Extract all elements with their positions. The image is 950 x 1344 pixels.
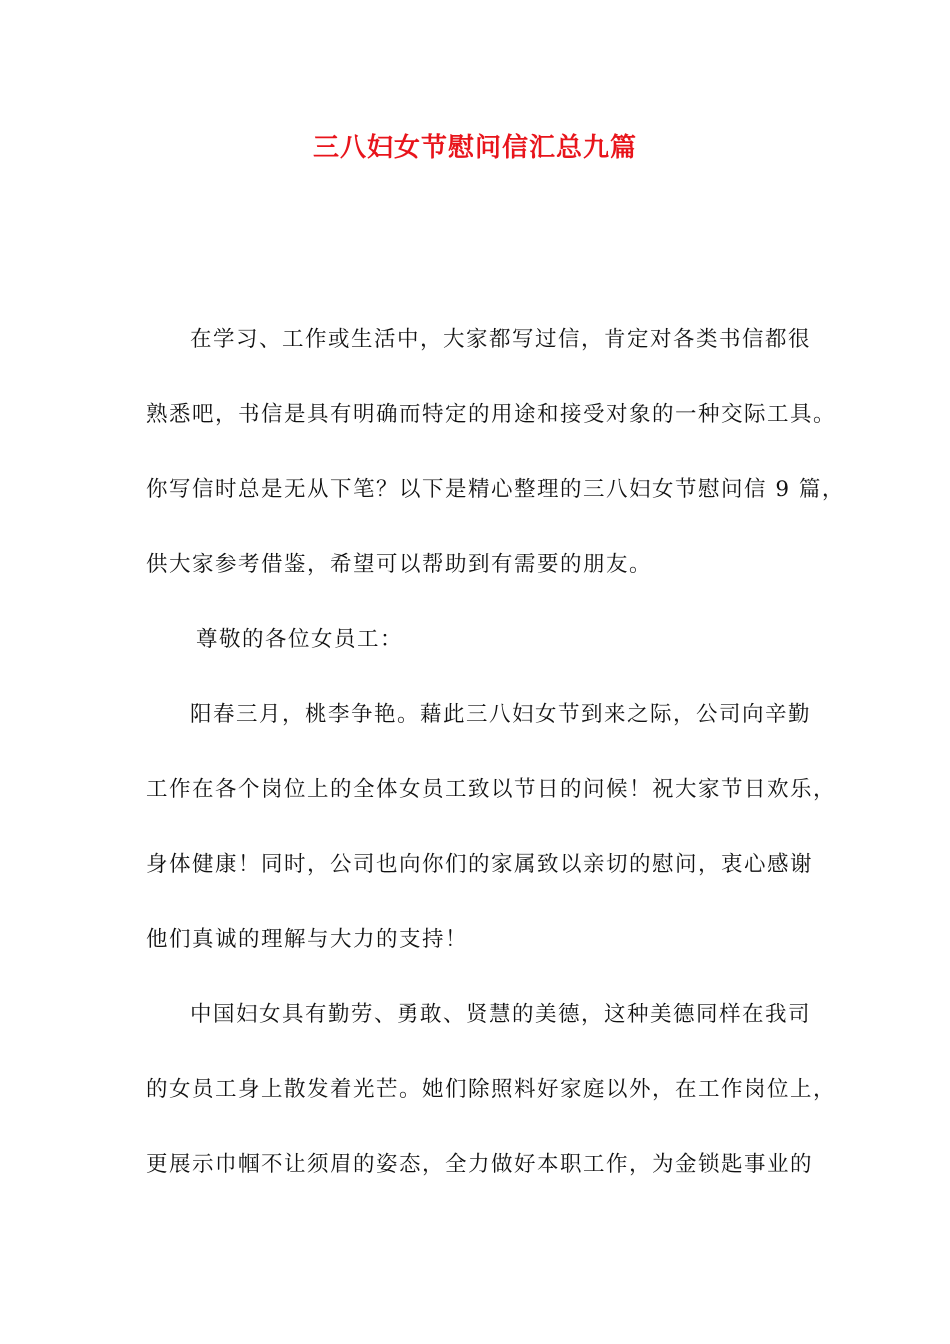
paragraph-line-10: 中国妇女具有勤劳、勇敢、贤慧的美德，这种美德同样在我司 (190, 1002, 812, 1027)
paragraph-line-12: 更展示巾帼不让须眉的姿态，全力做好本职工作，为金锁匙事业的 (146, 1152, 814, 1177)
paragraph-line-4: 供大家参考借鉴，希望可以帮助到有需要的朋友。 (146, 552, 653, 577)
paragraph-line-9: 他们真诚的理解与大力的支持！ (146, 927, 469, 952)
paragraph-line-3: 你写信时总是无从下笔？以下是精心整理的三八妇女节慰问信 9 篇， (146, 477, 845, 502)
paragraph-line-11: 的女员工身上散发着光芒。她们除照料好家庭以外，在工作岗位上， (146, 1077, 837, 1102)
document-title: 三八妇女节慰问信汇总九篇 (312, 133, 637, 163)
paragraph-line-8: 身体健康！同时，公司也向你们的家属致以亲切的慰问，衷心感谢 (146, 852, 814, 877)
paragraph-line-2: 熟悉吧，书信是具有明确而特定的用途和接受对象的一种交际工具。 (146, 402, 837, 427)
paragraph-line-1: 在学习、工作或生活中，大家都写过信，肯定对各类书信都很 (190, 327, 812, 352)
salutation-line: 尊敬的各位女员工： (196, 627, 404, 652)
paragraph-line-7: 工作在各个岗位上的全体女员工致以节日的问候！祝大家节日欢乐， (146, 777, 837, 802)
paragraph-line-6: 阳春三月，桃李争艳。藉此三八妇女节到来之际，公司向辛勤 (190, 702, 812, 727)
